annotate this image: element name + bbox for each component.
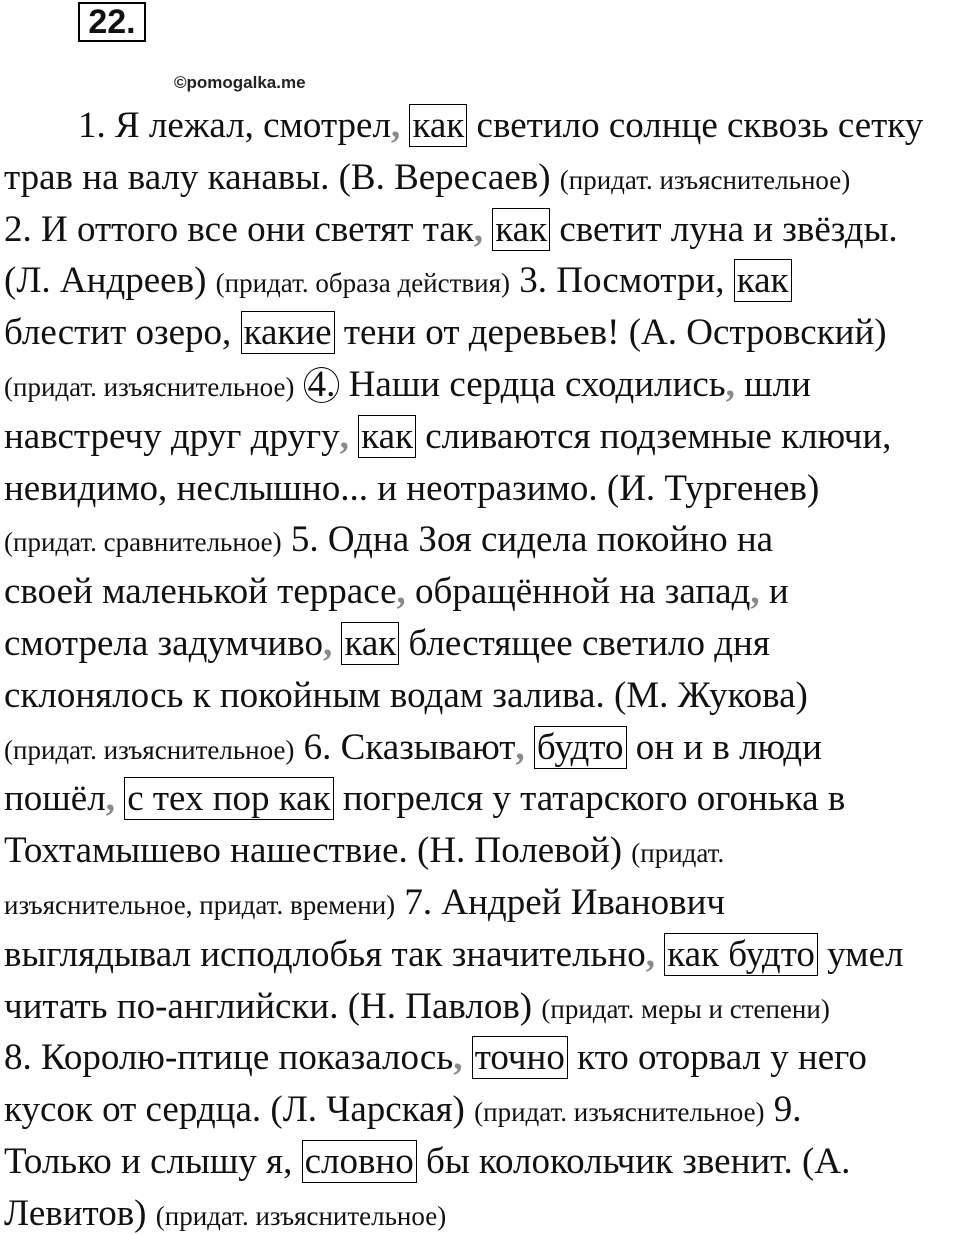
clause-annotation: (придат. изъяснительное) (4, 734, 295, 765)
text-segment: выглядывал исподлобья так значительно (4, 933, 646, 975)
text-segment (483, 209, 492, 250)
text-segment: тени от деревьев! (А. Островский) (334, 312, 887, 354)
boxed-conjunction: как (492, 208, 550, 251)
text-segment: (Л. Андреев) (4, 260, 216, 302)
text-segment: кусок от сердца. (Л. Чарская) (4, 1089, 475, 1131)
text-line (4, 415, 891, 458)
text-line (4, 933, 903, 976)
task-number: 22. (78, 2, 146, 42)
text-segment: 1. Я лежал, смотрел (4, 105, 391, 146)
text-segment: 7. Андрей Иванович (395, 882, 726, 923)
circled-number: 4. (304, 367, 340, 403)
text-segment: Только и слышу я, (4, 1141, 302, 1182)
text-line (4, 1192, 446, 1235)
text-segment (462, 1037, 471, 1078)
clause-annotation: (придат. изъяснительное) (155, 1200, 447, 1231)
text-segment: 6. Сказывают (294, 726, 516, 768)
text-segment: 9. (764, 1089, 802, 1131)
highlighted-comma: , (725, 364, 735, 405)
text-line (4, 1140, 850, 1183)
text-segment: пошёл (4, 778, 106, 820)
boxed-conjunction: как будто (664, 933, 818, 976)
boxed-conjunction: как (734, 259, 792, 302)
text-line (4, 208, 898, 251)
clause-annotation: (придат. меры и степени) (541, 993, 830, 1024)
clause-annotation: (придат. (631, 838, 725, 869)
clause-annotation: изъяснительное, придат. времени) (4, 890, 396, 920)
highlighted-comma: , (473, 208, 483, 250)
clause-annotation: (придат. изъяснительное) (4, 372, 295, 402)
text-segment: умел (817, 933, 904, 975)
text-segment: навстречу друг другу (4, 415, 340, 457)
boxed-conjunction: как (409, 104, 467, 147)
text-segment: смотрела задумчиво (4, 623, 323, 664)
highlighted-comma: , (396, 571, 406, 613)
text-segment: сливаются подземные ключи, (415, 415, 892, 457)
boxed-conjunction: как (358, 415, 416, 458)
clause-annotation: (придат. сравнительное) (4, 527, 282, 558)
text-segment: погрелся у татарского огонька в (333, 778, 846, 820)
text-segment (349, 416, 358, 457)
boxed-conjunction: с тех пор как (124, 777, 333, 820)
text-segment: блестящее светило дня (399, 623, 770, 664)
text-segment: шли (734, 364, 811, 405)
highlighted-comma: , (322, 623, 333, 664)
highlighted-comma: , (645, 933, 655, 975)
highlighted-comma: , (453, 1037, 463, 1079)
boxed-conjunction: точно (472, 1036, 568, 1079)
text-line (4, 467, 819, 510)
text-line (4, 726, 822, 769)
text-segment: склонялось к покойным водам залива. (М. Жукова) (4, 674, 808, 716)
text-line (4, 104, 923, 147)
text-line (4, 311, 887, 354)
text-segment: Левитов) (4, 1192, 156, 1234)
text-segment: 8. Королю-птице показалось (4, 1037, 454, 1079)
clause-annotation: (придат. изъяснительное) (559, 164, 851, 195)
text-segment: бы колокольчик звенит. (А. (416, 1141, 851, 1182)
text-segment: и (759, 571, 789, 613)
text-segment: невидимо, неслышно... и неотразимо. (И. Тургенев) (4, 467, 820, 509)
text-segment (115, 778, 124, 819)
text-segment: трав на валу канавы. (В. Вересаев) (4, 156, 560, 198)
text-segment: светит луна и звёзды. (550, 208, 898, 250)
boxed-conjunction: как (341, 622, 399, 665)
text-segment: он и в люди (626, 726, 822, 768)
text-line (4, 1036, 867, 1079)
boxed-conjunction: будто (534, 726, 627, 769)
highlighted-comma: , (339, 415, 349, 457)
text-line (4, 829, 724, 872)
text-line (4, 259, 792, 302)
text-line (4, 674, 808, 717)
watermark: ©pomogalka.me (174, 73, 306, 92)
text-segment (294, 364, 303, 405)
boxed-conjunction: какие (241, 311, 335, 354)
text-segment (655, 934, 664, 975)
text-line (4, 518, 773, 561)
text-segment: читать по-английски. (Н. Павлов) (4, 985, 542, 1027)
text-segment: Тохтамышево нашествие. (Н. Полевой) (4, 830, 632, 872)
text-line (4, 363, 811, 406)
text-segment: своей маленькой террасе (4, 571, 397, 613)
highlighted-comma: , (750, 571, 760, 613)
clause-annotation: (придат. образа действия) (215, 268, 511, 299)
text-line (4, 777, 845, 820)
boxed-conjunction: словно (302, 1140, 417, 1183)
text-line (4, 1088, 802, 1131)
text-segment: Наши сердца сходились (339, 364, 726, 405)
text-segment: 3. Посмотри, (510, 260, 734, 302)
text-line (4, 881, 725, 924)
text-line (4, 156, 850, 199)
text-line (4, 570, 789, 613)
clause-annotation: (придат. изъяснительное) (474, 1097, 765, 1128)
text-segment: блестит озеро, (4, 312, 241, 354)
text-segment: кто оторвал у него (567, 1037, 867, 1079)
text-segment: 5. Одна Зоя сидела покойно на (281, 519, 774, 561)
text-segment: 2. И оттого все они светят так (4, 208, 474, 250)
text-segment: обращённой на запад (405, 571, 751, 613)
highlighted-comma: , (515, 726, 525, 768)
text-segment: светило солнце сквозь сетку (467, 105, 924, 146)
text-line (4, 985, 830, 1028)
highlighted-comma: , (105, 778, 115, 820)
text-line (4, 622, 770, 665)
text-segment (525, 727, 534, 768)
highlighted-comma: , (390, 105, 401, 146)
